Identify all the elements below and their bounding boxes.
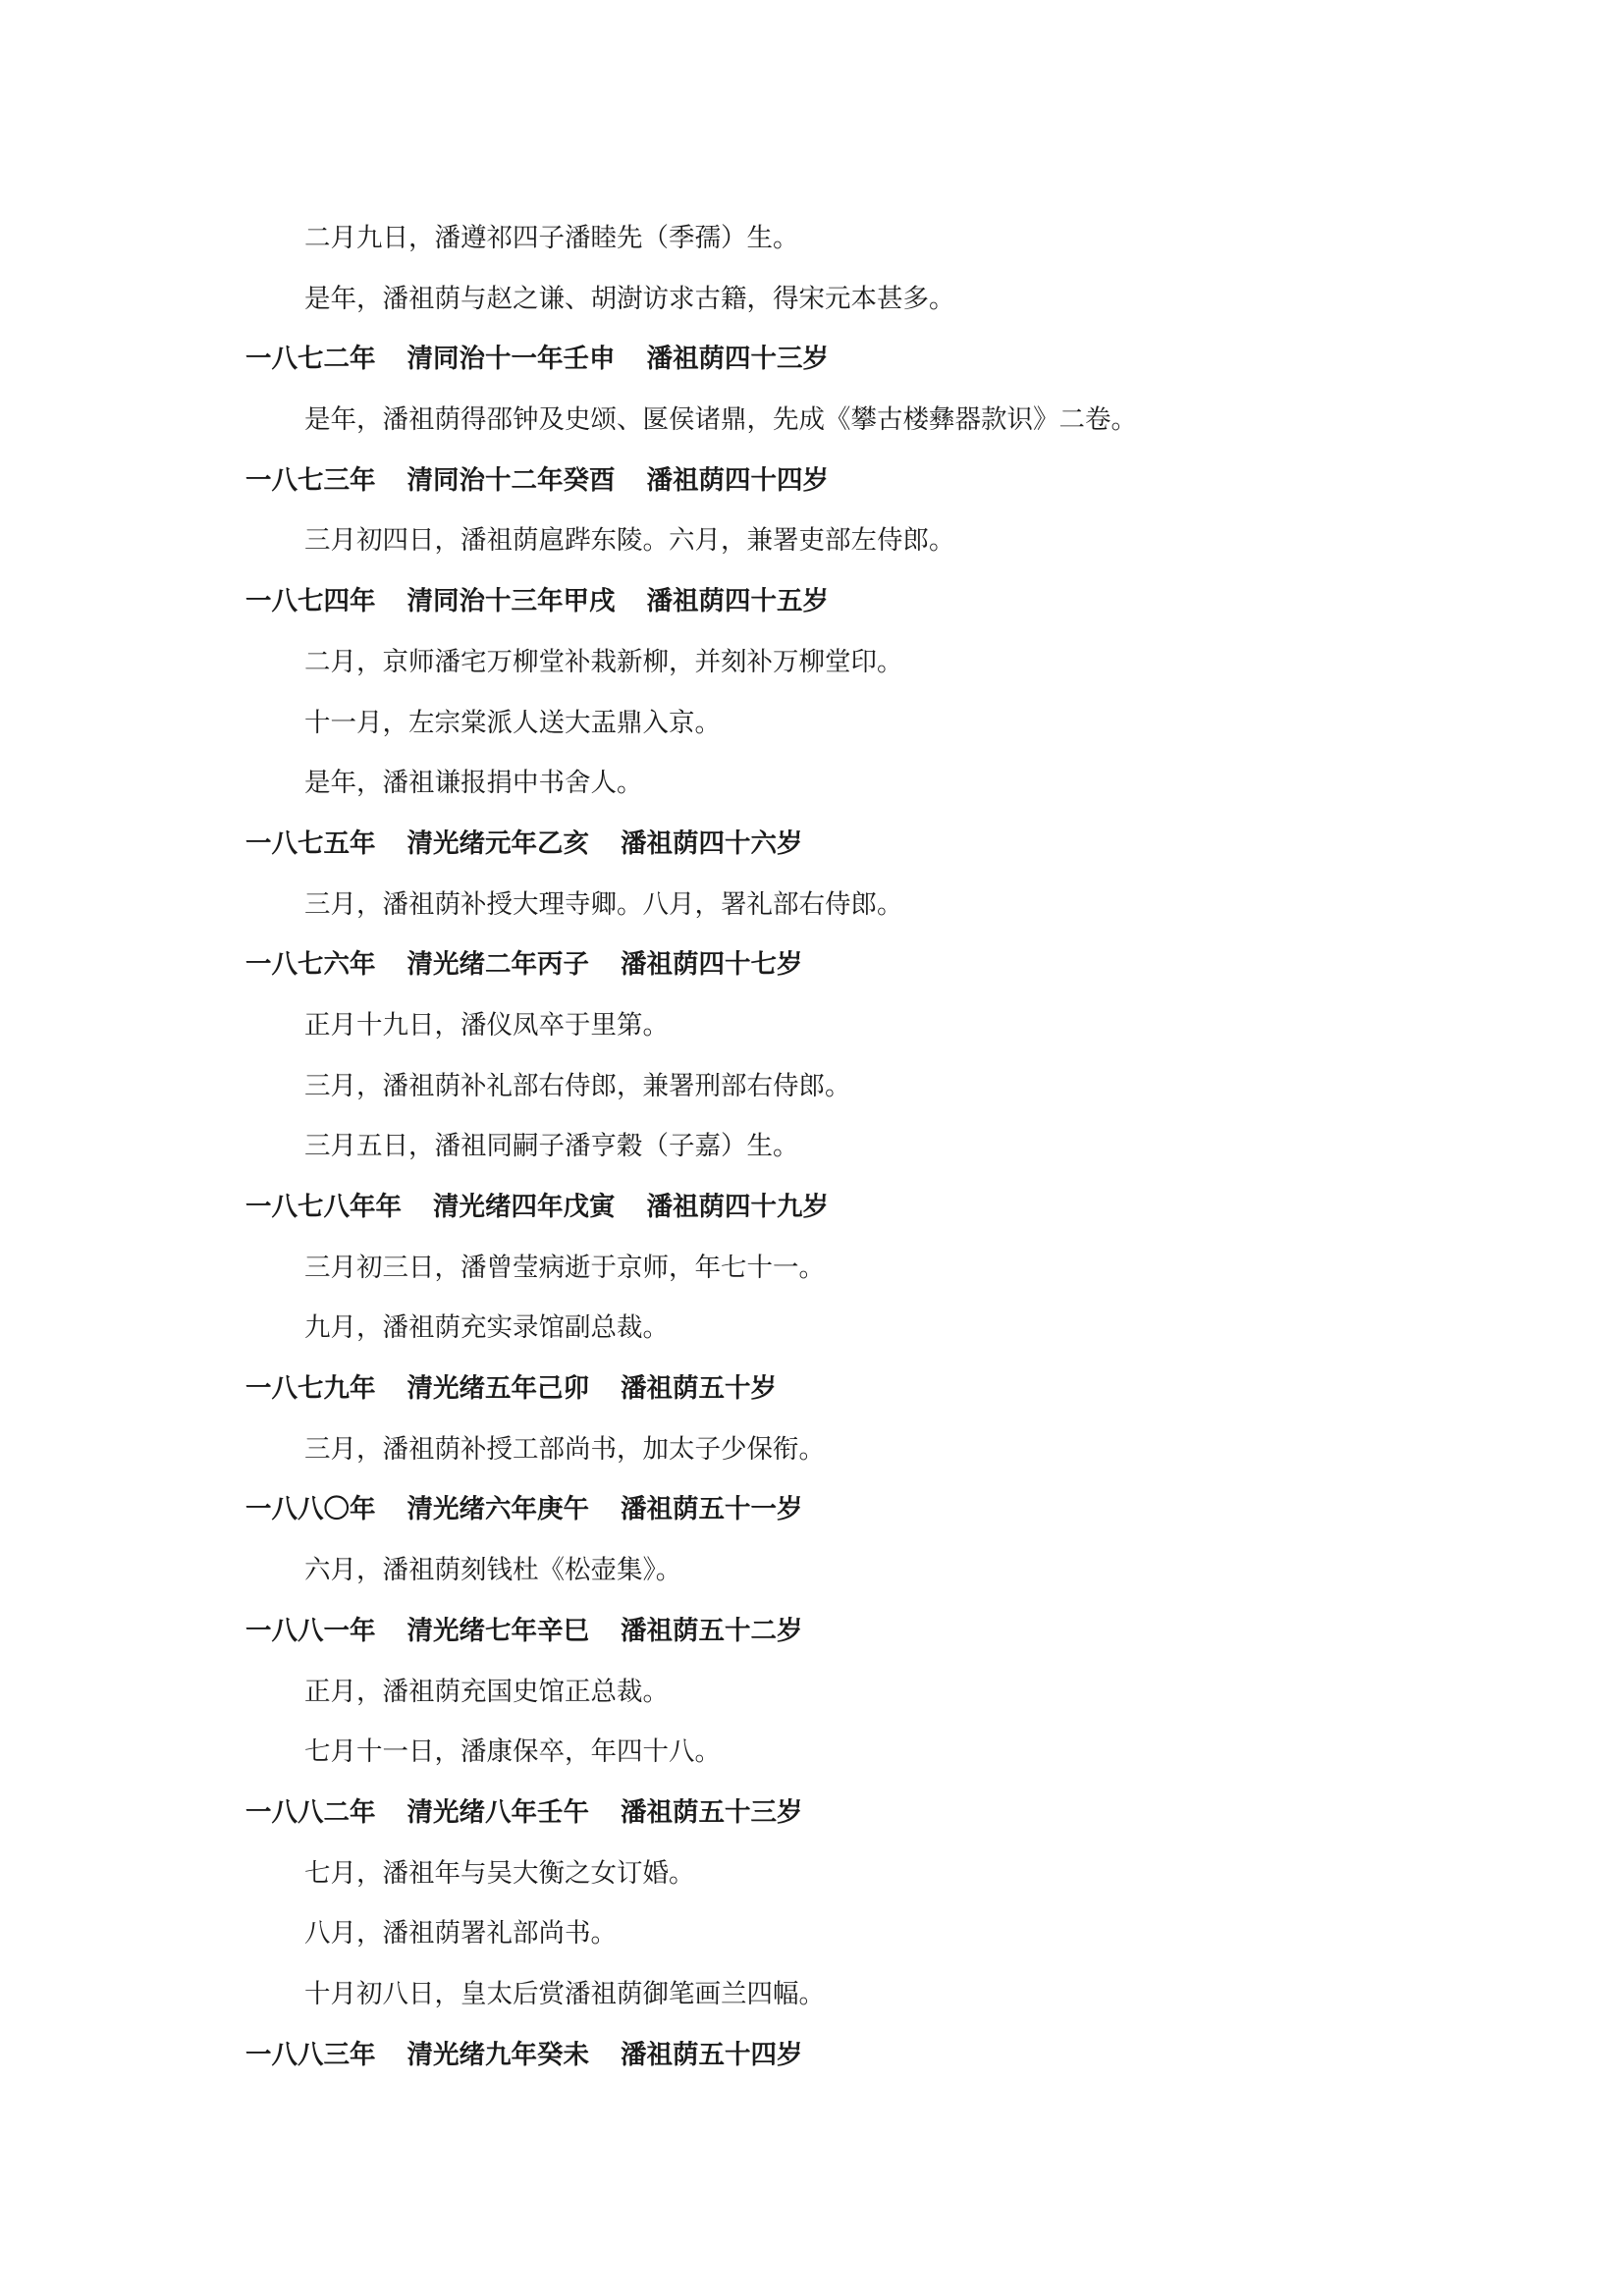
chronology-entry: 三月初四日，潘祖荫扈跸东陵。六月，兼署吏部左侍郎。 [304, 525, 955, 557]
heading-age: 潘祖荫四十六岁 [621, 828, 803, 859]
chronology-entry: 正月，潘祖荫充国史馆正总裁。 [304, 1676, 669, 1707]
heading-reign: 清光绪四年戊寅 [433, 1192, 616, 1222]
heading-year: 一八七二年 [245, 344, 376, 375]
chronology-entry: 三月，潘祖荫补授工部尚书，加太子少保衔。 [304, 1433, 825, 1465]
heading-age: 潘祖荫四十五岁 [646, 586, 829, 617]
chronology-entry: 二月九日，潘遵祁四子潘睦先（季孺）生。 [304, 223, 799, 253]
heading-age: 潘祖荫五十三岁 [621, 1796, 803, 1828]
year-heading [245, 1783, 1424, 1843]
heading-reign: 清光绪二年丙子 [406, 949, 589, 981]
heading-reign: 清光绪六年庚午 [406, 1494, 589, 1525]
chronology-entry: 六月，潘祖荫刻钱杜《松壶集》。 [304, 1555, 682, 1586]
chronology-entry: 三月初三日，潘曾莹病逝于京师，年七十一。 [304, 1252, 825, 1283]
year-heading [245, 2025, 1424, 2086]
heading-year: 一八七三年 [245, 464, 376, 496]
chronology-entry: 十月初八日，皇太后赏潘祖荫御笔画兰四幅。 [304, 1978, 825, 2009]
chronology-entry: 九月，潘祖荫充实录馆副总裁。 [304, 1312, 669, 1344]
heading-year: 一八七四年 [245, 586, 376, 617]
chronology-entry: 三月五日，潘祖同嗣子潘亨穀（子嘉）生。 [304, 1131, 799, 1162]
year-heading [245, 1359, 1424, 1419]
heading-age: 潘祖荫四十三岁 [646, 344, 829, 375]
heading-reign: 清同治十二年癸酉 [406, 464, 616, 496]
year-heading [245, 1177, 1424, 1238]
heading-age: 潘祖荫四十七岁 [621, 949, 803, 981]
heading-age: 潘祖荫四十四岁 [646, 464, 829, 496]
heading-year: 一八七五年 [245, 828, 376, 859]
heading-reign: 清光绪元年乙亥 [406, 828, 589, 859]
heading-age: 潘祖荫四十九岁 [646, 1192, 829, 1222]
year-heading [245, 1479, 1424, 1540]
year-heading [245, 329, 1424, 390]
chronology-entry: 是年，潘祖荫与赵之谦、胡澍访求古籍，得宋元本甚多。 [304, 283, 955, 314]
year-heading [245, 1601, 1424, 1662]
heading-reign: 清光绪九年癸未 [406, 2039, 589, 2070]
chronology-entry: 七月，潘祖年与吴大衡之女订婚。 [304, 1857, 695, 1889]
heading-reign: 清光绪五年己卯 [406, 1373, 589, 1405]
year-heading [245, 451, 1424, 511]
chronology-entry: 三月，潘祖荫补授大理寺卿。八月，署礼部右侍郎。 [304, 888, 903, 920]
heading-year: 一八八二年 [245, 1796, 376, 1828]
heading-reign: 清光绪八年壬午 [406, 1796, 589, 1828]
heading-year: 一八七八年年 [245, 1192, 402, 1222]
chronology-entry: 三月，潘祖荫补礼部右侍郎，兼署刑部右侍郎。 [304, 1070, 851, 1101]
chronology-entry: 二月，京师潘宅万柳堂补栽新柳，并刻补万柳堂印。 [304, 646, 903, 677]
heading-age: 潘祖荫五十岁 [621, 1373, 777, 1405]
heading-reign: 清同治十三年甲戌 [406, 586, 616, 617]
heading-age: 潘祖荫五十四岁 [621, 2039, 803, 2070]
chronology-entry: 十一月，左宗棠派人送大盂鼎入京。 [304, 707, 721, 738]
year-heading [245, 934, 1424, 995]
heading-year: 一八七六年 [245, 949, 376, 981]
heading-year: 一八八一年 [245, 1615, 376, 1646]
chronology-entry: 七月十一日，潘康保卒，年四十八。 [304, 1736, 721, 1768]
heading-reign: 清光绪七年辛巳 [406, 1615, 589, 1646]
year-heading [245, 571, 1424, 632]
heading-year: 一八八〇年 [245, 1494, 376, 1525]
chronology-entry: 八月，潘祖荫署礼部尚书。 [304, 1918, 617, 1949]
heading-year: 一八七九年 [245, 1373, 376, 1405]
chronology-entry: 是年，潘祖荫得邵钟及史颂、匽侯诸鼎，先成《攀古楼彝器款识》二卷。 [304, 404, 1137, 436]
heading-age: 潘祖荫五十二岁 [621, 1615, 803, 1646]
heading-age: 潘祖荫五十一岁 [621, 1494, 803, 1525]
chronology-entry: 是年，潘祖谦报捐中书舍人。 [304, 768, 643, 799]
year-heading [245, 814, 1424, 875]
chronology-entry: 正月十九日，潘仪凤卒于里第。 [304, 1009, 669, 1041]
heading-reign: 清同治十一年壬申 [406, 344, 616, 375]
chronology-list [245, 208, 1424, 2085]
heading-year: 一八八三年 [245, 2039, 376, 2070]
